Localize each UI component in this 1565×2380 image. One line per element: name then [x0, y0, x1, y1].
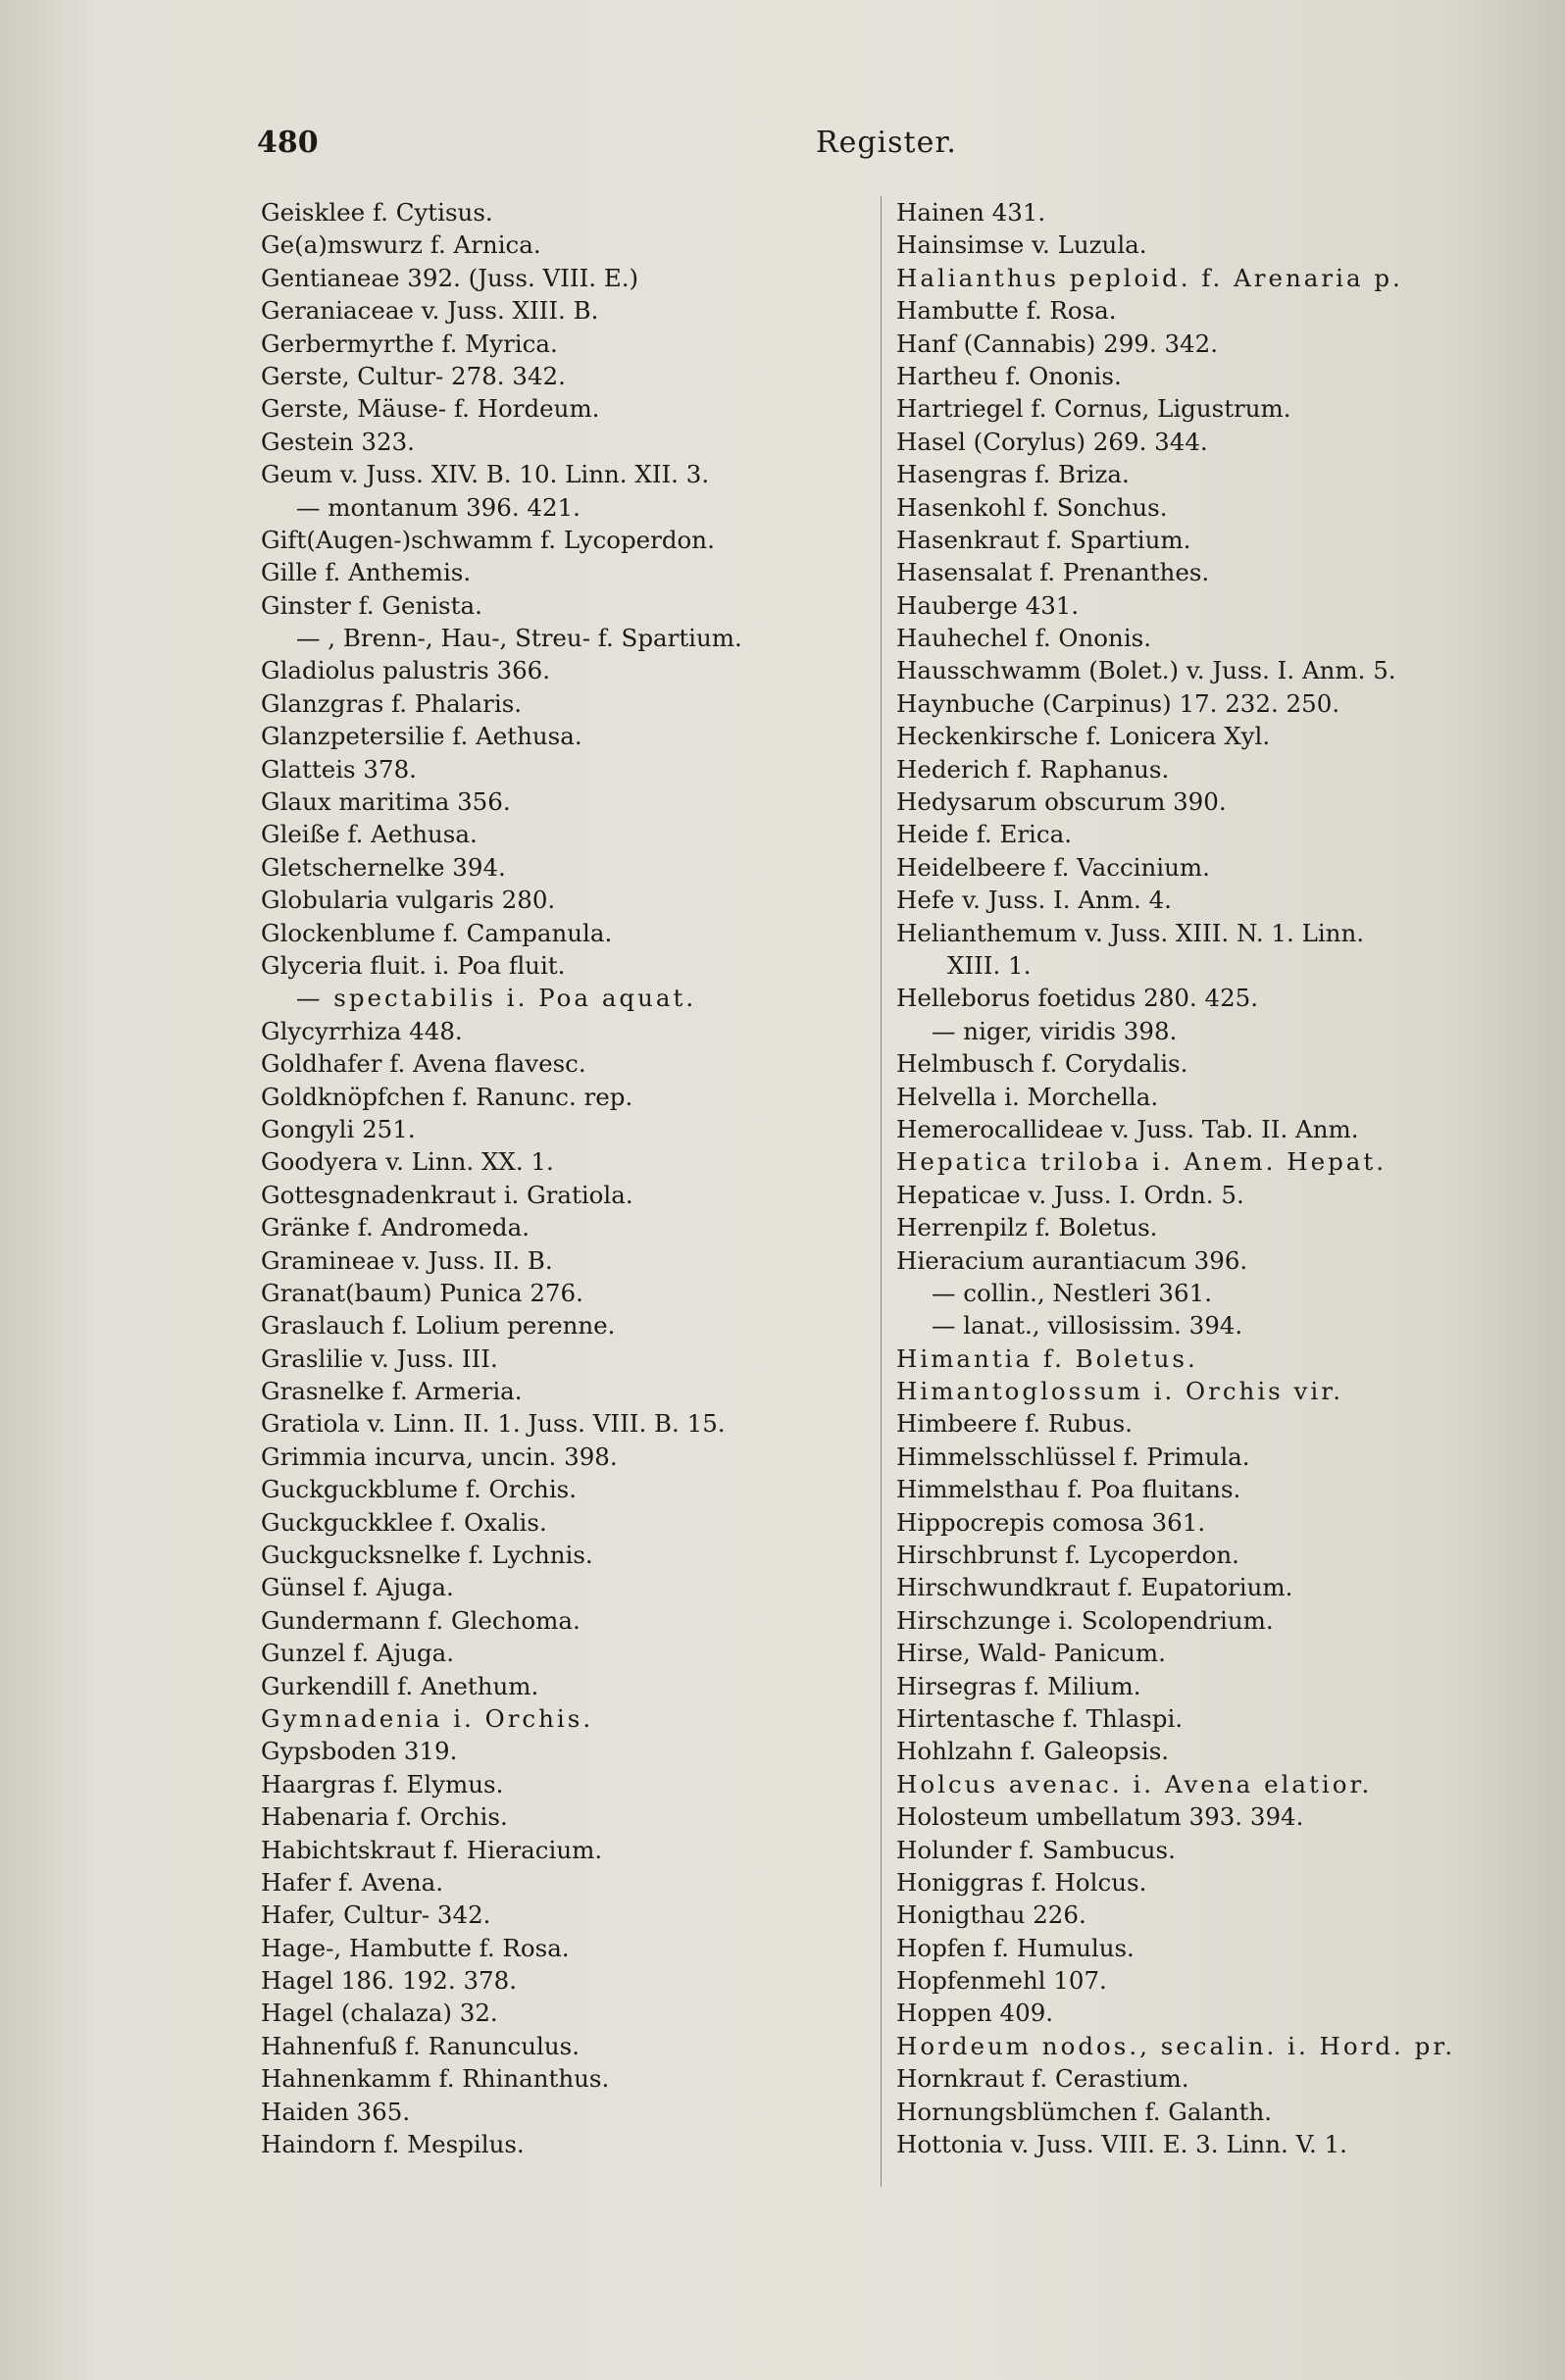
index-entry: Geum v. Juss. XIV. B. 10. Linn. XII. 3. [261, 460, 710, 489]
index-column-right [896, 196, 1514, 2160]
index-entry: Halianthus peploid. f. Arenaria p. [896, 263, 1403, 292]
index-entry: Hainen 431. [896, 198, 1046, 227]
index-entry: Hirtentasche f. Thlaspi. [896, 1703, 1184, 1733]
index-entry: Granat(baum) Punica 276. [261, 1278, 583, 1307]
index-entry: Gille f. Anthemis. [261, 558, 472, 587]
index-entry: Hainsimse v. Luzula. [896, 230, 1147, 260]
index-entry: Hopfen f. Humulus. [896, 1933, 1135, 1962]
index-entry: Hasenkohl f. Sonchus. [896, 492, 1168, 522]
index-entry: Gongyli 251. [261, 1114, 416, 1143]
index-entry: Hasenkraut f. Spartium. [896, 525, 1191, 554]
index-entry: Hordeum nodos., secalin. i. Hord. pr. [896, 2031, 1456, 2060]
index-column-left [261, 196, 879, 2160]
index-entry: Glatteis 378. [261, 754, 417, 784]
index-entry: Hahnenfuß f. Ranunculus. [261, 2031, 581, 2060]
index-entry: Glaux maritima 356. [261, 787, 511, 817]
index-entry: Hagel (chalaza) 32. [261, 1999, 498, 2028]
index-entry: Holcus avenac. i. Avena elatior. [896, 1769, 1373, 1798]
index-entry: — montanum 396. 421. [296, 492, 581, 522]
index-entry: Graslilie v. Juss. III. [261, 1343, 498, 1373]
index-entry: Herrenpilz f. Boletus. [896, 1213, 1158, 1242]
index-entry: Hepaticae v. Juss. I. Ordn. 5. [896, 1180, 1244, 1209]
index-entry: Gurkendill f. Anethum. [261, 1671, 539, 1700]
index-entry: Haiden 365. [261, 2097, 411, 2126]
index-entry: Gerste, Cultur- 278. 342. [261, 361, 566, 390]
index-entry: Heckenkirsche f. Lonicera Xyl. [896, 722, 1271, 751]
index-entry: Goodyera v. Linn. XX. 1. [261, 1147, 554, 1177]
index-entry: Hage-, Hambutte f. Rosa. [261, 1933, 570, 1962]
index-entry: Gränke f. Andromeda. [261, 1213, 530, 1242]
index-entry: Guckguckblume f. Orchis. [261, 1475, 578, 1504]
index-entry: Hederich f. Raphanus. [896, 754, 1170, 784]
index-entry: Hedysarum obscurum 390. [896, 787, 1227, 817]
index-entry: Honiggras f. Holcus. [896, 1867, 1147, 1897]
index-entry: Hepatica triloba i. Anem. Hepat. [896, 1147, 1387, 1177]
index-entry: Geraniaceae v. Juss. XIII. B. [261, 296, 599, 326]
index-entry: Hanf (Cannabis) 299. 342. [896, 329, 1219, 358]
index-entry: Hemerocallideae v. Juss. Tab. II. Anm. [896, 1114, 1359, 1143]
index-entry: Honigthau 226. [896, 1900, 1086, 1930]
index-entry: Grimmia incurva, uncin. 398. [261, 1442, 618, 1471]
index-entry: Gunzel f. Ajuga. [261, 1639, 455, 1668]
index-entry: Glockenblume f. Campanula. [261, 918, 613, 947]
index-entry: Hauhechel f. Ononis. [896, 624, 1152, 653]
index-entry: — lanat., villosissim. 394. [932, 1311, 1243, 1341]
index-entry: Heide f. Erica. [896, 820, 1072, 849]
index-entry: Heidelbeere f. Vaccinium. [896, 852, 1210, 882]
index-entry: — , Brenn-, Hau-, Streu- f. Spartium. [296, 624, 742, 653]
index-entry: Holunder f. Sambucus. [896, 1835, 1176, 1864]
running-head: Register. [816, 126, 957, 160]
index-entry: Hasensalat f. Prenanthes. [896, 558, 1210, 587]
index-entry: Hafer f. Avena. [261, 1867, 444, 1897]
index-entry: Hahnenkamm f. Rhinanthus. [261, 2064, 610, 2094]
index-entry: Goldknöpfchen f. Ranunc. rep. [261, 1082, 633, 1111]
index-entry: Hopfenmehl 107. [896, 1966, 1107, 1996]
index-entry: Helleborus foetidus 280. 425. [896, 984, 1259, 1013]
index-entry: Hoppen 409. [896, 1999, 1054, 2028]
index-entry: Himmelsschlüssel f. Primula. [896, 1442, 1250, 1471]
index-entry: Hippocrepis comosa 361. [896, 1507, 1206, 1537]
index-entry: Hirschwundkraut f. Eupatorium. [896, 1573, 1293, 1602]
index-entry: Gift(Augen-)schwamm f. Lycoperdon. [261, 525, 715, 554]
index-entry: Gundermann f. Glechoma. [261, 1605, 581, 1635]
index-entry: Goldhafer f. Avena flavesc. [261, 1049, 586, 1079]
index-entry: Gleiße f. Aethusa. [261, 820, 478, 849]
index-entry: Ginster f. Genista. [261, 590, 482, 620]
index-entry: Hafer, Cultur- 342. [261, 1900, 491, 1930]
index-entry: Ge(a)mswurz f. Arnica. [261, 230, 541, 260]
index-entry: Hasel (Corylus) 269. 344. [896, 427, 1208, 456]
index-entry: Gletschernelke 394. [261, 852, 506, 882]
index-entry: Globularia vulgaris 280. [261, 886, 556, 915]
index-entry: Hirschbrunst f. Lycoperdon. [896, 1541, 1239, 1570]
index-entry: Gramineae v. Juss. II. B. [261, 1245, 553, 1275]
index-entry: Hirse, Wald- Panicum. [896, 1639, 1166, 1668]
index-entry: Haindorn f. Mespilus. [261, 2130, 525, 2159]
index-entry: Helvella i. Morchella. [896, 1082, 1159, 1111]
index-entry: Glanzpetersilie f. Aethusa. [261, 722, 582, 751]
index-entry: Hagel 186. 192. 378. [261, 1966, 518, 1996]
index-entry: Hohlzahn f. Galeopsis. [896, 1737, 1170, 1766]
index-entry: Graslauch f. Lolium perenne. [261, 1311, 616, 1341]
index-entry: Himmelsthau f. Poa fluitans. [896, 1475, 1241, 1504]
index-entry: Holosteum umbellatum 393. 394. [896, 1802, 1304, 1832]
index-entry: Hartheu f. Ononis. [896, 361, 1122, 390]
index-entry: Glycyrrhiza 448. [261, 1016, 463, 1045]
index-entry: Himantoglossum i. Orchis vir. [896, 1377, 1344, 1406]
index-entry: Gymnadenia i. Orchis. [261, 1703, 594, 1733]
index-entry: Gestein 323. [261, 427, 415, 456]
index-entry: Hasengras f. Briza. [896, 460, 1130, 489]
index-entry: — collin., Nestleri 361. [932, 1278, 1212, 1307]
index-entry: Helmbusch f. Corydalis. [896, 1049, 1188, 1079]
index-entry: Hornkraut f. Cerastium. [896, 2064, 1189, 2094]
index-entry: Guckgucksnelke f. Lychnis. [261, 1541, 593, 1570]
index-entry: Gentianeae 392. (Juss. VIII. E.) [261, 263, 639, 292]
index-entry: Hambutte f. Rosa. [896, 296, 1117, 326]
column-divider [881, 196, 882, 2187]
index-entry: Gypsboden 319. [261, 1737, 458, 1766]
page-header [257, 126, 957, 175]
index-entry: Haynbuche (Carpinus) 17. 232. 250. [896, 688, 1340, 718]
index-entry: Hornungsblümchen f. Galanth. [896, 2097, 1273, 2126]
page-number: 480 [257, 126, 319, 160]
index-entry: Himbeere f. Rubus. [896, 1409, 1133, 1439]
index-entry: Hirschzunge i. Scolopendrium. [896, 1605, 1274, 1635]
index-entry: — niger, viridis 398. [932, 1016, 1178, 1045]
index-entry: Grasnelke f. Armeria. [261, 1377, 523, 1406]
index-entry: Habenaria f. Orchis. [261, 1802, 508, 1832]
index-entry: Helianthemum v. Juss. XIII. N. 1. Linn. [896, 918, 1365, 947]
index-entry: Hefe v. Juss. I. Anm. 4. [896, 886, 1172, 915]
index-entry: Glanzgras f. Phalaris. [261, 688, 523, 718]
index-entry: Hausschwamm (Bolet.) v. Juss. I. Anm. 5. [896, 656, 1396, 685]
index-entry: XIII. 1. [947, 950, 1032, 980]
index-entry: Hauberge 431. [896, 590, 1080, 620]
index-entry: Himantia f. Boletus. [896, 1343, 1198, 1373]
index-entry: Hieracium aurantiacum 396. [896, 1245, 1248, 1275]
index-entry: Gerste, Mäuse- f. Hordeum. [261, 394, 600, 424]
index-entry: Geisklee f. Cytisus. [261, 198, 493, 227]
index-entry: Hartriegel f. Cornus, Ligustrum. [896, 394, 1291, 424]
index-entry: Gerbermyrthe f. Myrica. [261, 329, 558, 358]
index-entry: Hirsegras f. Milium. [896, 1671, 1141, 1700]
index-entry: Glyceria fluit. i. Poa fluit. [261, 950, 566, 980]
index-entry: Guckguckklee f. Oxalis. [261, 1507, 547, 1537]
index-entry: — spectabilis i. Poa aquat. [296, 984, 697, 1013]
index-entry: Gratiola v. Linn. II. 1. Juss. VIII. B. 15. [261, 1409, 726, 1439]
index-entry: Günsel f. Ajuga. [261, 1573, 454, 1602]
index-entry: Habichtskraut f. Hieracium. [261, 1835, 603, 1864]
index-entry: Gladiolus palustris 366. [261, 656, 551, 685]
index-entry: Haargras f. Elymus. [261, 1769, 504, 1798]
index-entry: Gottesgnadenkraut i. Gratiola. [261, 1180, 633, 1209]
index-entry: Hottonia v. Juss. VIII. E. 3. Linn. V. 1. [896, 2130, 1347, 2159]
